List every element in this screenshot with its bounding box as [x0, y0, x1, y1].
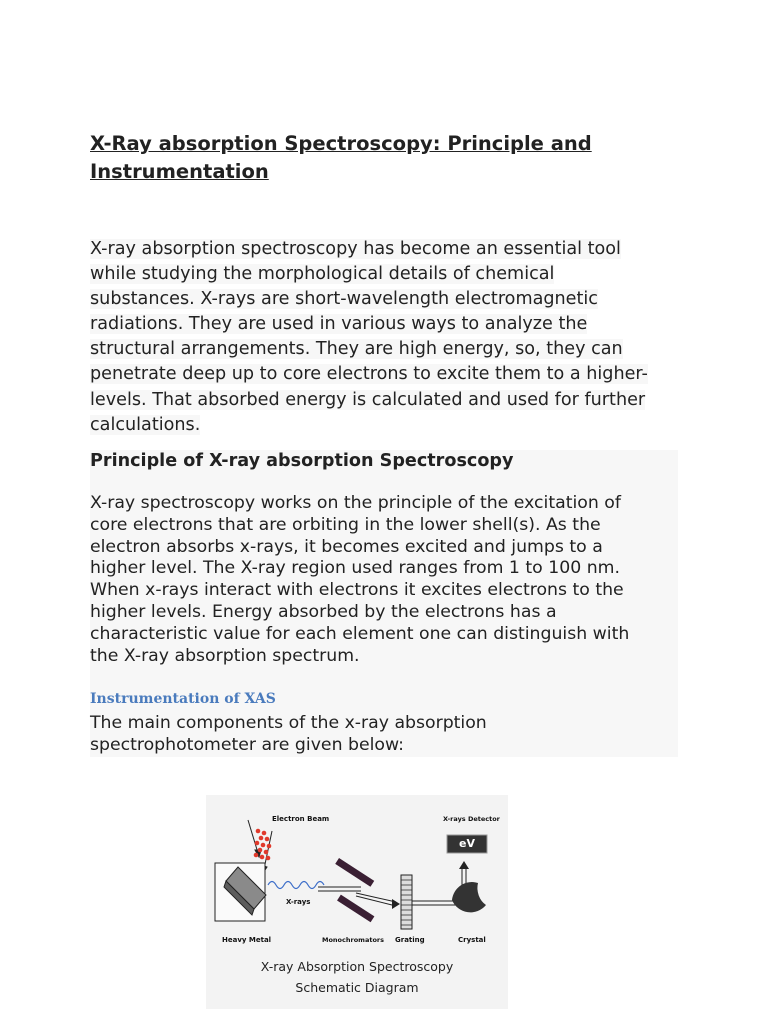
crystal-label: Crystal — [458, 936, 486, 944]
heavy-metal-label: Heavy Metal — [222, 936, 272, 944]
intro-line: penetrate deep up to core electrons to excite them to a higher- — [90, 364, 648, 385]
document-title: X-Ray absorption Spectroscopy: Principle and Instrumentation — [90, 132, 592, 183]
figure-caption — [206, 956, 508, 998]
xray-wave — [268, 882, 324, 889]
intro-paragraph — [90, 237, 680, 438]
xrays-label: X-rays — [286, 898, 311, 906]
principle-line: characteristic value for each element one can distinguish with — [90, 623, 630, 644]
monochromators-label: Monochromators — [322, 936, 384, 944]
intro-line: radiations. They are used in various ways to analyze the — [90, 314, 588, 335]
principle-line: core electrons that are orbiting in the lower shell(s). As the — [90, 514, 601, 535]
intro-line: X-ray absorption spectroscopy has become an essential tool — [90, 239, 621, 259]
electron-dots — [254, 829, 272, 861]
instrumentation-line: The main components of the x-ray absorption — [90, 713, 487, 733]
instrumentation-paragraph — [90, 712, 590, 756]
principle-heading: Principle of X-ray absorption Spectroscopy — [90, 451, 514, 471]
principle-line: the X-ray absorption spectrum. — [90, 645, 360, 666]
principle-section — [90, 450, 678, 757]
intro-line: structural arrangements. They are high energy, so, they can — [90, 339, 623, 360]
ev-label: eV — [459, 837, 475, 850]
intro-line: while studying the morphological details of chemical — [90, 264, 555, 285]
grating-label: Grating — [395, 936, 425, 944]
principle-line: higher level. The X-ray region used ranges from 1 to 100 nm. — [90, 558, 620, 579]
principle-line: higher levels. Energy absorbed by the electrons has a — [90, 601, 557, 622]
principle-line: electron absorbs x-rays, it becomes excited and jumps to a — [90, 536, 603, 557]
crystal — [452, 882, 486, 912]
instrumentation-line: spectrophotometer are given below: — [90, 735, 404, 755]
principle-line: X-ray spectroscopy works on the principle of the excitation of — [90, 493, 621, 513]
monochromator-upper — [335, 858, 374, 887]
detector-label: X-rays Detector — [443, 815, 500, 823]
intro-line: calculations. — [90, 414, 201, 435]
grating — [401, 875, 412, 929]
caption-line: Schematic Diagram — [295, 980, 419, 995]
intro-line: substances. X-rays are short-wavelength electromagnetic — [90, 289, 598, 310]
intro-line: levels. That absorbed energy is calculated and used for further — [90, 389, 646, 410]
principle-line: When x-rays interact with electrons it excites electrons to the — [90, 580, 624, 601]
instrumentation-heading: Instrumentation of XAS — [90, 691, 276, 707]
principle-paragraph — [90, 493, 676, 667]
caption-line: X-ray Absorption Spectroscopy — [260, 959, 454, 974]
xas-schematic-figure — [206, 795, 508, 1009]
electron-beam-label: Electron Beam — [272, 815, 330, 823]
